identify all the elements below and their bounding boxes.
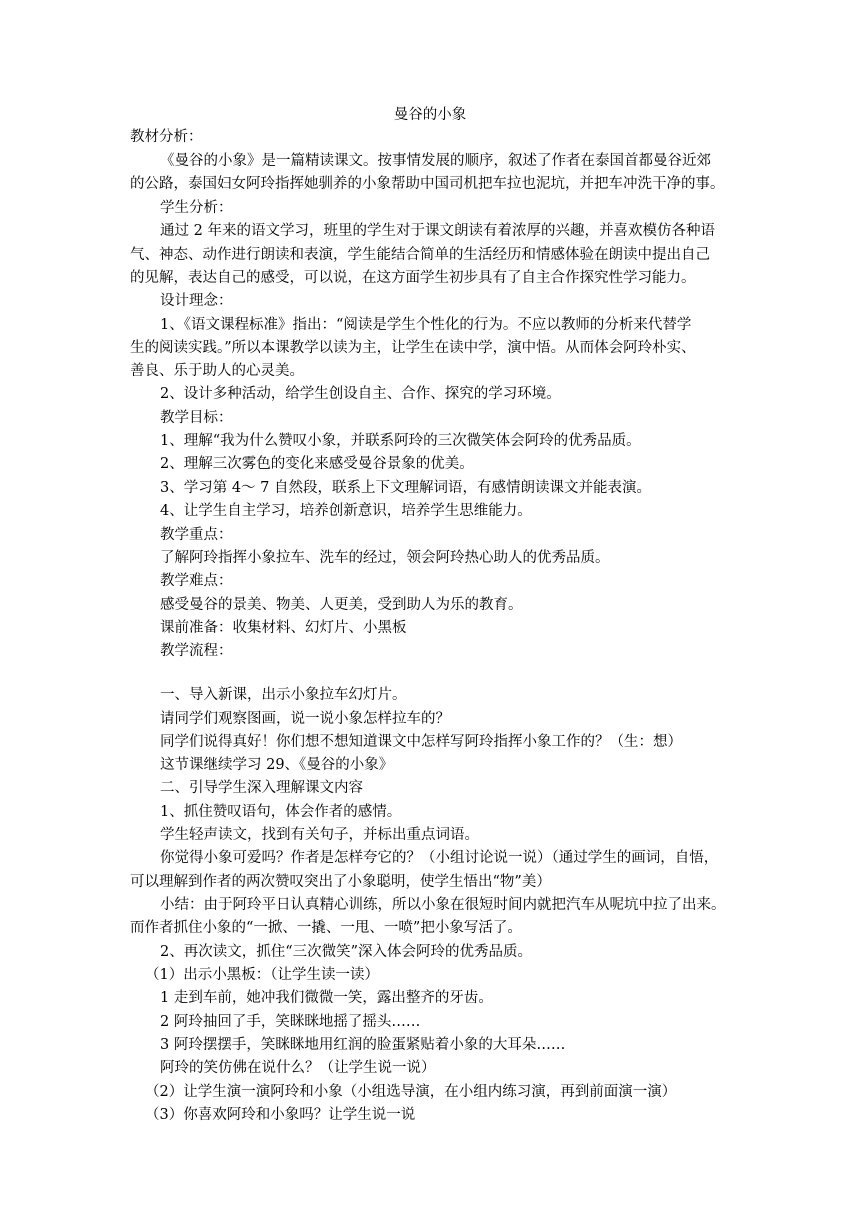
paragraph-line: 通过 2 年来的语文学习，班里的学生对于课文朗读有着浓厚的兴趣，并喜欢模仿各种语 bbox=[160, 223, 715, 239]
section-heading-design-concept: 设计理念： bbox=[160, 293, 233, 309]
section-heading-difficulties: 教学难点： bbox=[160, 573, 233, 589]
paragraph-line: 善良、乐于助人的心灵美。 bbox=[130, 363, 304, 379]
paragraph-line: 1、《语文课程标准》指出：“阅读是学生个性化的行为。不应以教师的分析来代替学 bbox=[160, 317, 692, 333]
list-item: 1、理解“我为什么赞叹小象，并联系阿玲的三次微笑体会阿玲的优秀品质。 bbox=[160, 433, 641, 449]
list-item: 1 走到车前，她冲我们微微一笑，露出整齐的牙齿。 bbox=[160, 990, 493, 1006]
paragraph-line: 了解阿玲指挥小象拉车、洗车的经过，领会阿玲热心助人的优秀品质。 bbox=[160, 550, 610, 566]
paragraph-line: 小结：由于阿玲平日认真精心训练，所以小象在很短时间内就把汽车从呢坑中拉了出来。 bbox=[160, 897, 726, 913]
paragraph-line: 气、神态、动作进行朗读和表演，学生能结合简单的生活经历和情感体验在朗读中提出自己 bbox=[130, 247, 710, 263]
paragraph-line: 的见解，表达自己的感受，可以说，在这方面学生初步具有了自主合作探究性学习能力。 bbox=[130, 270, 696, 286]
paragraph-line: 学生轻声读文，找到有关句子，并标出重点词语。 bbox=[160, 827, 479, 843]
paragraph-line: （2）让学生演一演阿玲和小象（小组选导演，在小组内练习演，再到前面演一演） bbox=[145, 1084, 677, 1100]
paragraph-line: 1、抓住赞叹语句，体会作者的感情。 bbox=[160, 804, 402, 820]
paragraph-line: 请同学们观察图画，说一说小象怎样拉车的？ bbox=[160, 711, 450, 727]
section-heading-student-analysis: 学生分析： bbox=[160, 200, 233, 216]
list-item: 4、让学生自主学习，培养创新意识，培养学生思维能力。 bbox=[160, 503, 532, 519]
paragraph-line: 而作者抓住小象的“一掀、一撬、一甩、一喷”把小象写活了。 bbox=[130, 920, 522, 936]
list-item: 3 阿玲摆摆手，笑眯眯地用红润的脸蛋紧贴着小象的大耳朵…… bbox=[160, 1037, 566, 1053]
list-item: 2、理解三次雾色的变化来感受曼谷景象的优美。 bbox=[160, 456, 474, 472]
paragraph-line: 生的阅读实践。”所以本课教学以读为主，让学生在读中学，演中悟。从而体会阿玲朴实、 bbox=[130, 340, 696, 356]
section-heading-teaching-process: 教学流程： bbox=[160, 643, 233, 659]
section-heading-key-points: 教学重点： bbox=[160, 527, 233, 543]
list-item: 3、学习第 4～ 7 自然段，联系上下文理解词语，有感情朗读课文并能表演。 bbox=[160, 480, 652, 496]
paragraph-line: 二、引导学生深入理解课文内容 bbox=[160, 780, 363, 796]
paragraph-line: 感受曼谷的景美、物美、人更美，受到助人为乐的教育。 bbox=[160, 597, 523, 613]
paragraph-line: 2、设计多种活动，给学生创设自主、合作、探究的学习环境。 bbox=[160, 386, 561, 402]
paragraph-line: 一、导入新课，出示小象拉车幻灯片。 bbox=[160, 687, 407, 703]
paragraph-line: 同学们说得真好！你们想不想知道课文中怎样写阿玲指挥小象工作的？（生：想） bbox=[160, 734, 682, 750]
paragraph-line: 可以理解到作者的两次赞叹突出了小象聪明，使学生悟出“物”美） bbox=[130, 874, 551, 890]
list-item: 2 阿玲抽回了手，笑眯眯地摇了摇头…… bbox=[160, 1014, 421, 1030]
paragraph-line: 阿玲的笑仿佛在说什么？（让学生说一说） bbox=[160, 1060, 436, 1076]
paragraph-line: 你觉得小象可爱吗？作者是怎样夸它的？（小组讨论说一说）（通过学生的画词，自悟， bbox=[160, 850, 719, 866]
paragraph-line: 这节课继续学习 29、《曼谷的小象》 bbox=[160, 757, 394, 773]
section-heading-teaching-goals: 教学目标： bbox=[160, 410, 233, 426]
paragraph-line: 的公路，泰国妇女阿玲指挥她驯养的小象帮助中国司机把车拉也泥坑，并把车冲洗干净的事。 bbox=[130, 176, 725, 192]
paragraph-line: （1）出示小黑板：（让学生读一读） bbox=[145, 967, 379, 983]
paragraph-line: 课前准备：收集材料、幻灯片、小黑板 bbox=[160, 620, 407, 636]
document-title: 曼谷的小象 bbox=[393, 107, 467, 123]
paragraph-line: （3）你喜欢阿玲和小象吗？让学生说一说 bbox=[145, 1107, 416, 1123]
paragraph-line: 2、再次读文，抓住“三次微笑”深入体会阿玲的优秀品质。 bbox=[160, 944, 533, 960]
paragraph-line: 《曼谷的小象》是一篇精读课文。按事情发展的顺序，叙述了作者在泰国首都曼谷近郊 bbox=[160, 153, 711, 169]
section-heading-textbook-analysis: 教材分析： bbox=[130, 129, 203, 145]
